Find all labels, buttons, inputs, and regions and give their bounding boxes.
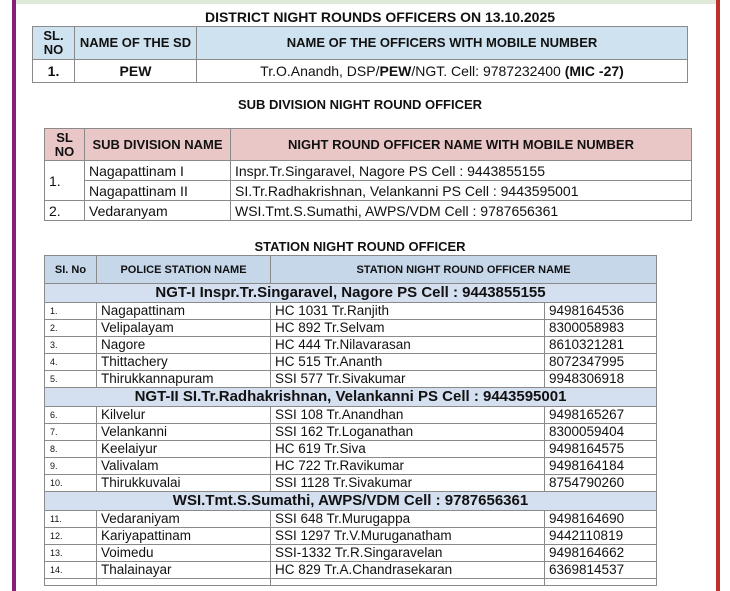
row-officer: SSI 108 Tr.Anandhan [271, 407, 545, 424]
district-officer-table [32, 26, 688, 83]
row-phone: 9498164662 [545, 545, 657, 562]
row-phone: 9498164536 [545, 303, 657, 320]
row-phone: 9948306918 [545, 371, 657, 388]
row-cell-cutoff [45, 579, 97, 586]
row-subdivision: Nagapattinam I [85, 161, 231, 181]
table-row [45, 303, 657, 320]
row-station: Valivalam [97, 458, 271, 475]
row-station: Kilvelur [97, 407, 271, 424]
right-border [716, 0, 730, 591]
row-phone: 8300058983 [545, 320, 657, 337]
row-officer: Inspr.Tr.Singaravel, Nagore PS Cell : 9443855155 [231, 161, 692, 181]
row-officer: SSI 1128 Tr.Sivakumar [271, 475, 545, 492]
row-sl: 12. [45, 528, 97, 545]
section-title: NGT-II SI.Tr.Radhakrishnan, Velankanni PS Cell : 9443595001 [45, 388, 657, 407]
row-officer: SSI 648 Tr.Murugappa [271, 511, 545, 528]
row-officer: SSI 1297 Tr.V.Muruganatham [271, 528, 545, 545]
officer-sd: PEW [379, 63, 412, 79]
row-sl: 7. [45, 424, 97, 441]
table-row [45, 354, 657, 371]
row-cell-cutoff [271, 579, 545, 586]
row-officer: HC 619 Tr.Siva [271, 441, 545, 458]
section-row [45, 284, 657, 303]
table-row [45, 441, 657, 458]
section-row [45, 492, 657, 511]
row-station: Thirukkuvalai [97, 475, 271, 492]
table-row [45, 528, 657, 545]
row-officer: HC 1031 Tr.Ranjith [271, 303, 545, 320]
row-cell-cutoff [545, 579, 657, 586]
section-title: WSI.Tmt.S.Sumathi, AWPS/VDM Cell : 9787656361 [45, 492, 657, 511]
row-sl: 14. [45, 562, 97, 579]
row-station: Velipalayam [97, 320, 271, 337]
table-row [45, 545, 657, 562]
row-officer: WSI.Tmt.S.Sumathi, AWPS/VDM Cell : 9787656361 [231, 201, 692, 221]
table-row [45, 181, 692, 201]
table-row [45, 320, 657, 337]
table-row [33, 60, 688, 83]
left-border [0, 0, 18, 591]
row-officer: HC 892 Tr.Selvam [271, 320, 545, 337]
col-header-subdivision: SUB DIVISION NAME [85, 129, 231, 161]
col-header-station: POLICE STATION NAME [97, 256, 271, 284]
subdivision-officer-table [44, 128, 692, 221]
table-row [45, 511, 657, 528]
row-officer: HC 829 Tr.A.Chandrasekaran [271, 562, 545, 579]
row-sl: 3. [45, 337, 97, 354]
row-sl: 8. [45, 441, 97, 458]
row-station: Thalainayar [97, 562, 271, 579]
officer-prefix: Tr.O.Anandh, DSP/ [260, 63, 380, 79]
row-officer: SSI 162 Tr.Loganathan [271, 424, 545, 441]
row-station: Velankanni [97, 424, 271, 441]
table-row [45, 562, 657, 579]
row-subdivision: Vedaranyam [85, 201, 231, 221]
row-officer [197, 60, 688, 83]
row-station: Kariyapattinam [97, 528, 271, 545]
officer-cell: /NGT. Cell: 9787232400 [411, 63, 565, 79]
table-row [45, 458, 657, 475]
top-band [16, 0, 716, 4]
row-phone: 9442110819 [545, 528, 657, 545]
table-row-cutoff [45, 579, 657, 586]
col-header-sd: NAME OF THE SD [75, 27, 197, 60]
table-header-row [45, 256, 657, 284]
row-phone: 8300059404 [545, 424, 657, 441]
table-row [45, 424, 657, 441]
row-sl: 1. [45, 303, 97, 320]
row-phone: 9498165267 [545, 407, 657, 424]
row-cell-cutoff [97, 579, 271, 586]
row-subdivision: Nagapattinam II [85, 181, 231, 201]
station-table-body [45, 284, 657, 586]
row-officer: HC 722 Tr.Ravikumar [271, 458, 545, 475]
station-heading: STATION NIGHT ROUND OFFICER [254, 239, 466, 254]
row-station: Thittachery [97, 354, 271, 371]
row-sl: 1. [45, 161, 85, 201]
row-phone: 8754790260 [545, 475, 657, 492]
row-station: Voimedu [97, 545, 271, 562]
row-phone: 9498164690 [545, 511, 657, 528]
table-row [45, 371, 657, 388]
row-sl: 2. [45, 201, 85, 221]
row-phone: 8610321281 [545, 337, 657, 354]
col-header-officers: NAME OF THE OFFICERS WITH MOBILE NUMBER [197, 27, 688, 60]
section-row [45, 388, 657, 407]
row-officer: SSI-1332 Tr.R.Singaravelan [271, 545, 545, 562]
row-phone: 6369814537 [545, 562, 657, 579]
table-row [45, 201, 692, 221]
row-phone: 9498164184 [545, 458, 657, 475]
row-sd: PEW [75, 60, 197, 83]
row-sl: 10. [45, 475, 97, 492]
row-sl: 11. [45, 511, 97, 528]
row-officer: HC 515 Tr.Ananth [271, 354, 545, 371]
officer-mic: (MIC -27) [564, 63, 624, 79]
row-phone: 8072347995 [545, 354, 657, 371]
section-title: NGT-I Inspr.Tr.Singaravel, Nagore PS Cell : 9443855155 [45, 284, 657, 303]
row-sl: 13. [45, 545, 97, 562]
row-station: Thirukkannapuram [97, 371, 271, 388]
row-officer: HC 444 Tr.Nilavarasan [271, 337, 545, 354]
table-row [45, 407, 657, 424]
subdivision-heading: SUB DIVISION NIGHT ROUND OFFICER [237, 97, 483, 112]
row-officer: SI.Tr.Radhakrishnan, Velankanni PS Cell : 9443595001 [231, 181, 692, 201]
col-header-sl: SI. No [45, 256, 97, 284]
row-sl: 5. [45, 371, 97, 388]
row-sl: 4. [45, 354, 97, 371]
row-station: Keelaiyur [97, 441, 271, 458]
row-sl: 2. [45, 320, 97, 337]
row-sl: 9. [45, 458, 97, 475]
row-station: Vedaraniyam [97, 511, 271, 528]
district-heading: DISTRICT NIGHT ROUNDS OFFICERS ON 13.10.2025 [204, 9, 556, 25]
row-sl: 1. [33, 60, 75, 83]
table-header-row [33, 27, 688, 60]
row-station: Nagore [97, 337, 271, 354]
table-header-row [45, 129, 692, 161]
row-station: Nagapattinam [97, 303, 271, 320]
row-phone: 9498164575 [545, 441, 657, 458]
row-sl: 6. [45, 407, 97, 424]
table-row [45, 475, 657, 492]
station-officer-table [44, 255, 657, 586]
col-header-officer: NIGHT ROUND OFFICER NAME WITH MOBILE NUMBER [231, 129, 692, 161]
col-header-sl: SL. NO [33, 27, 75, 60]
col-header-sl: SL NO [45, 129, 85, 161]
row-officer: SSI 577 Tr.Sivakumar [271, 371, 545, 388]
table-row [45, 337, 657, 354]
table-row [45, 161, 692, 181]
col-header-officer: STATION NIGHT ROUND OFFICER NAME [271, 256, 657, 284]
